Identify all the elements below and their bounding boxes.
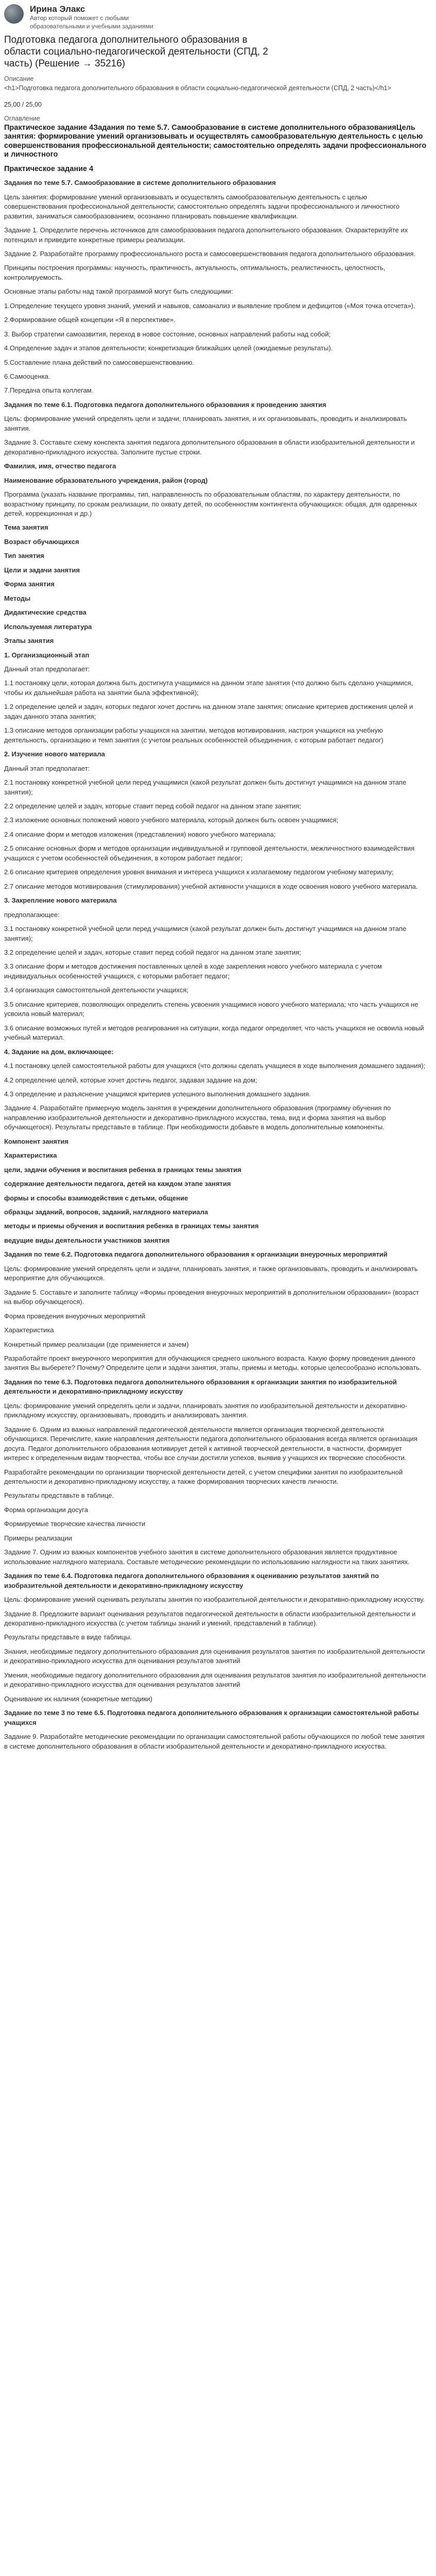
paragraph: 2.1 постановку конкретной учебной цели перед учащимися (какой результат должен быть достигнут учащимися на данном этапе занятия);	[4, 778, 407, 796]
section-heading: Задания по теме 6.2. Подготовка педагога дополнительного образования к организации внеурочных мероприятий	[4, 1250, 388, 1259]
paragraph: Задание 5. Составьте и заполните таблицу «Формы проведения внеурочных мероприятий в дополнительном образовании» (возраст на выбор обучающегося).	[4, 1288, 419, 1306]
paragraph: 1.2 определение целей и задач, которых педагог хочет достичь на данном этапе занятия; описание критериев достижения целей и задач данного этапа занятия;	[4, 703, 413, 720]
paragraph: Задание 4. Разработайте примерную модель занятия в учреждении дополнительного образования (программу обучения по направлению изобразительной деятельности и декоративно-прикладного искусства, тема, вид и форма занятия на выбор обучающегося). Результаты представьте в таблице. При необходимости добавьте в модель дополнительные компоненты.	[4, 1104, 391, 1131]
paragraph: 4.Определение задач и этапов деятельности; конкретизация ближайших целей (ожидаемые результаты).	[4, 344, 333, 352]
paragraph: Задание 6. Одним из важных направлений педагогической деятельности является организация творческой деятельности обучающихся. Перечислите, какие направления деятельности педагога дополнительного образования всегда является организация досуга. Педагог дополнительного образования мотивирует детей к активной творческой деятельности, в частности, формирует интерес к определенным видам творчества, чтобы все случаи достигли успехов, выявив у учащихся их творческие способности.	[4, 1425, 417, 1462]
section-heading: 3. Закрепление нового материала	[4, 896, 117, 905]
paragraph: 3.6 описание возможных путей и методов реагирования на ситуации, когда педагог определяет, что часть учащихся не освоила новый учебный материал.	[4, 1024, 424, 1042]
section-heading: Задание по теме 3 по теме 6.5. Подготовка педагога дополнительного образования к организации самостоятельной работы учащихся	[4, 1709, 419, 1726]
paragraph: 4.2 определение целей, которые хочет достичь педагог, задавая задание на дом;	[4, 1076, 257, 1084]
paragraph: Задание 8. Предложите вариант оценивания результатов педагогической деятельности в области изобразительной деятельности и декоративно-прикладного искусства (с учетом таблицы знаний и умений, представлений в таблице).	[4, 1609, 416, 1627]
section-heading: Задания по теме 6.3. Подготовка педагога дополнительного образования к организации занятия по изобразительной деятельности и декоративно-прикладному искусству	[4, 1378, 397, 1396]
paragraph: Формируемые творческие качества личности	[4, 1520, 146, 1528]
paragraph: предполагающее:	[4, 910, 60, 919]
paragraph: 2.2 определение целей и задач, которые ставит перед собой педагог на данном этапе занятия;	[4, 802, 301, 810]
paragraph: Задание 9. Разработайте методические рекомендации по организации самостоятельной работы обучающихся по любой теме занятия в системе дополнительного образования в области изобразительной деятельности и декоративно-прикладного искусства.	[4, 1733, 425, 1750]
section-heading: цели, задачи обучения и воспитания ребенка в границах темы занятия	[4, 1165, 241, 1174]
document-body	[4, 178, 428, 1751]
paragraph: Задание 2. Разработайте программу профессионального роста и самосовершенствования педагога дополнительного образования.	[4, 249, 416, 258]
paragraph: 2.6 описание критериев определения уровня внимания и интереса учащихся к излагаемому педагогом учебному материалу;	[4, 868, 394, 876]
paragraph: 7.Передача опыта коллегам.	[4, 386, 94, 395]
paragraph: 2.4 описание форм и методов изложения (представления) нового учебного материала;	[4, 830, 276, 838]
toc-text: Практическое задание 4Задания по теме 5.7. Самообразование в системе дополнительного образованияЦель занятия: формирование умений организовывать и осуществлять самообразовательную деятельность с целью совершенствования профессиональной деятельности; самостоятельно определять задачи профессионального и личностного	[4, 124, 427, 159]
paragraph: Разработайте рекомендации по организации творческой деятельности детей, с учетом специфики занятия по изобразительной деятельности и декоративно-прикладному искусству, а также формирования творческих качеств личности.	[4, 1468, 403, 1485]
task-title: Практическое задание 4	[4, 164, 94, 173]
section-heading: образцы заданий, вопросов, заданий, наглядного материала	[4, 1208, 208, 1216]
paragraph: Программа (указать название программы, тип, направленность по образовательным областям, по характеру деятельности, по возрастному принципу, по срокам реализации, по охвату детей, по особенностям контингента обучающихся: общая, для одаренных детей, коррекционная и др.)	[4, 490, 417, 518]
section-heading: Форма занятия	[4, 580, 55, 588]
paragraph: Разработайте проект внеурочного мероприятия для обучающихся среднего школьного возраста. Какую форму проведения данного занятия Вы выберете? Почему? Определите цели и задачи занятия, этапы, приемы и методы, которые целесообразно использовать.	[4, 1354, 422, 1372]
paragraph: 4.3 определение и разъяснение учащимся критериев успешного выполнения домашнего задания.	[4, 1090, 311, 1098]
paragraph: 3. Выбор стратегии самоазвития, переход в новое состояние, основных направлений работы над собой;	[4, 330, 331, 338]
section-heading: Задания по теме 6.1. Подготовка педагога дополнительного образования к проведению занятия	[4, 400, 326, 409]
section-heading: Задания по теме 6.4. Подготовка педагога дополнительного образования к оцениванию результатов занятий по изобразительной деятельности и декоративно-прикладному искусству	[4, 1572, 379, 1589]
paragraph: 5.Составление плана действий по самосовершенствованию.	[4, 358, 195, 366]
section-heading: методы и приемы обучения и воспитания ребенка в границах темы занятия	[4, 1222, 259, 1230]
paragraph: 3.2 определение целей и задач, которые ставит перед собой педагог на данном этапе занятия;	[4, 948, 301, 956]
section-heading: Цели и задачи занятия	[4, 566, 80, 574]
paragraph: Знания, необходимые педагогу дополнительного образования для оценивания результатов занятия по изобразительной деятельности и декоративно-прикладного искусства для оценивания результатов занятий	[4, 1647, 425, 1665]
section-heading: формы и способы взаимодействия с детьми, общение	[4, 1194, 188, 1202]
paragraph: Результаты представьте в таблице.	[4, 1492, 114, 1500]
paragraph: Задание 1. Определите перечень источников для самообразования педагога дополнительного образования. Охарактеризуйте их потенциал и приведите конкретные примеры реализации.	[4, 226, 408, 244]
section-heading: Характеристика	[4, 1151, 57, 1160]
section-heading: Возраст обучающихся	[4, 537, 79, 546]
avatar[interactable]	[4, 4, 24, 24]
paragraph: 3.4 организация самостоятельной деятельности учащихся;	[4, 986, 189, 994]
author-name[interactable]: Ирина Элакс	[30, 4, 85, 14]
section-heading: содержание деятельности педагога, детей на каждом этапе занятия	[4, 1180, 231, 1188]
paragraph: Основные этапы работы над такой программой могут быть следующими:	[4, 287, 233, 296]
author-block	[4, 4, 428, 31]
paragraph: Принципы построения программы: научность, практичность, актуальность, оптимальность, реалистичность, целостность, контролируемость.	[4, 264, 386, 281]
paragraph: 1.1 постановку цели, которая должна быть достигнута учащимися на данном этапе занятия (что должно быть сделано учащимися, чтобы их дальнейшая работа на занятии была эффективной);	[4, 679, 413, 697]
section-heading: Этапы занятия	[4, 637, 54, 645]
paragraph: Умения, необходимые педагогу дополнительного образования для оценивания результатов занятия по изобразительной деятельности и декоративно-прикладного искусства для оценивания результатов занятий	[4, 1671, 426, 1689]
paragraph: 2.Формирование общей концепции «Я в перспективе».	[4, 316, 176, 324]
paragraph: Данный этап предполагает:	[4, 764, 90, 772]
paragraph: 4.1 постановку целей самостоятельной работы для учащихся (что должны сделать учащиеся в ходе выполнения домашнего задания);	[4, 1062, 426, 1070]
paragraph: Примеры реализации	[4, 1534, 72, 1542]
section-heading: Тип занятия	[4, 552, 44, 560]
paragraph: Цель: формирование умений определять цели и задачи, планировать занятия по изобразительной деятельности и декоративно-прикладному искусству, организовывать, проводить и анализировать занятия.	[4, 1401, 407, 1419]
section-heading: Задания по теме 5.7. Самообразование в системе дополнительного образования	[4, 179, 276, 187]
paragraph: 1.3 описание методов организации работы учащихся на занятии, методов мотивирования, настроя учащихся на учебную деятельность, организацию и темп занятия (с учетом реальных особенностей объединения, с которым работает педагог)	[4, 726, 383, 744]
section-heading: Наименование образовательного учреждения, район (город)	[4, 476, 208, 484]
paragraph: 6.Самооценка.	[4, 372, 50, 381]
section-heading: 4. Задание на дом, включающее:	[4, 1047, 114, 1056]
paragraph: 1.Определение текущего уровня знаний, умений и навыков, самоанализ и выявление проблем и дефицитов («Моя точка отсчета»).	[4, 301, 415, 310]
paragraph: 2.7 описание методов мотивирования (стимулирования) учебной активности учащихся в ходе освоения нового учебного материала.	[4, 882, 418, 890]
paragraph: Данный этап предполагает:	[4, 665, 90, 673]
spacer	[4, 1756, 428, 1761]
paragraph: 2.3 изложение основных положений нового учебного материала, который должен быть освоен учащимися;	[4, 816, 339, 824]
section-heading: Методы	[4, 594, 31, 602]
paragraph: Задание 3. Составьте схему конспекта занятия педагога дополнительного образования в области изобразительной деятельности и декоративно-прикладного искусства. Заполните пустые строки.	[4, 438, 415, 456]
page-title: Подготовка педагога дополнительного образования в области социально-педагогической деятельности (СПД, 2 часть) (Решение → 35216)	[4, 34, 268, 69]
section-heading: 2. Изучение нового материала	[4, 750, 105, 758]
description-raw: <h1>Подготовка педагога дополнительного образования в области социально-педагогической деятельности (СПД, 2 часть)</h1>	[4, 84, 391, 92]
paragraph: 3.1 постановку конкретной учебной цели перед учащимися (какой результат должен быть достигнут учащимися на данном этапе занятия);	[4, 925, 407, 942]
paragraph: Задание 7. Одним из важных компонентов учебного занятия в системе дополнительного образования является продуктивное использование наглядного материала. Составьте методические рекомендации по использованию наглядности на таких занятиях.	[4, 1548, 410, 1566]
section-heading: Фамилия, имя, отчество педагога	[4, 462, 116, 470]
author-description: Автор который поможет с любыми образовательными и учебными заданиями	[30, 14, 153, 30]
section-heading: 1. Организационный этап	[4, 651, 90, 659]
paragraph: Оценивание их наличия (конкретные методики)	[4, 1694, 152, 1703]
paragraph: 3.5 описание критериев, позволяющих определить степень усвоения учащимися нового учебного материала; что часть учащихся не усвоила новый материал;	[4, 1000, 418, 1018]
section-heading: Дидактические средства	[4, 608, 86, 617]
paragraph: Характеристика	[4, 1326, 54, 1334]
section-heading: ведущие виды деятельности участников занятия	[4, 1236, 170, 1244]
paragraph: 3.3 описание форм и методов достижения поставленных целей в ходе закрепления нового учебного материала с учетом индивидуальных особенностей учащихся, с которыми работает педагог;	[4, 962, 382, 980]
paragraph: Цель: формирование умений определять цели и задачи, планировать занятия, и их организовывать, проводить и анализировать занятия.	[4, 415, 407, 432]
paragraph: Форма организации досуга	[4, 1505, 88, 1514]
toc-label: Оглавление	[4, 115, 40, 123]
description-label: Описание	[4, 75, 34, 83]
paragraph: Цель: формирование умений определять цели и задачи, планировать занятия, и также организовывать, проводить и анализировать мероприятие для обучающихся.	[4, 1264, 418, 1282]
section-heading: Используемая литература	[4, 622, 92, 631]
paragraph: Цель: формирование умений оценивать результаты занятия по изобразительной деятельности и декоративно-прикладному искусству.	[4, 1596, 425, 1604]
score: 25,00 / 25,00	[4, 100, 42, 108]
paragraph: 2.5 описание основных форм и методов организации индивидуальной и групповой деятельности, межличностного взаимодействия учащихся с учетом особенностей объединения, в котором работает педагог;	[4, 844, 415, 862]
author-info	[30, 4, 164, 31]
paragraph: Цель занятия: формирование умений организовывать и осуществлять самообразовательную деятельность с целью совершенствования профессиональной деятельности; самостоятельно определять задачи профессионального и личностного развития, заниматься самообразованием, осознанно планировать повышение квалификации.	[4, 193, 400, 220]
paragraph: Форма проведения внеурочных мероприятий	[4, 1312, 146, 1320]
paragraph: Результаты представьте в виде таблицы.	[4, 1633, 132, 1641]
section-heading: Тема занятия	[4, 523, 48, 532]
section-heading: Компонент занятия	[4, 1137, 68, 1145]
paragraph: Конкретный пример реализации (где применяется и зачем)	[4, 1340, 189, 1348]
